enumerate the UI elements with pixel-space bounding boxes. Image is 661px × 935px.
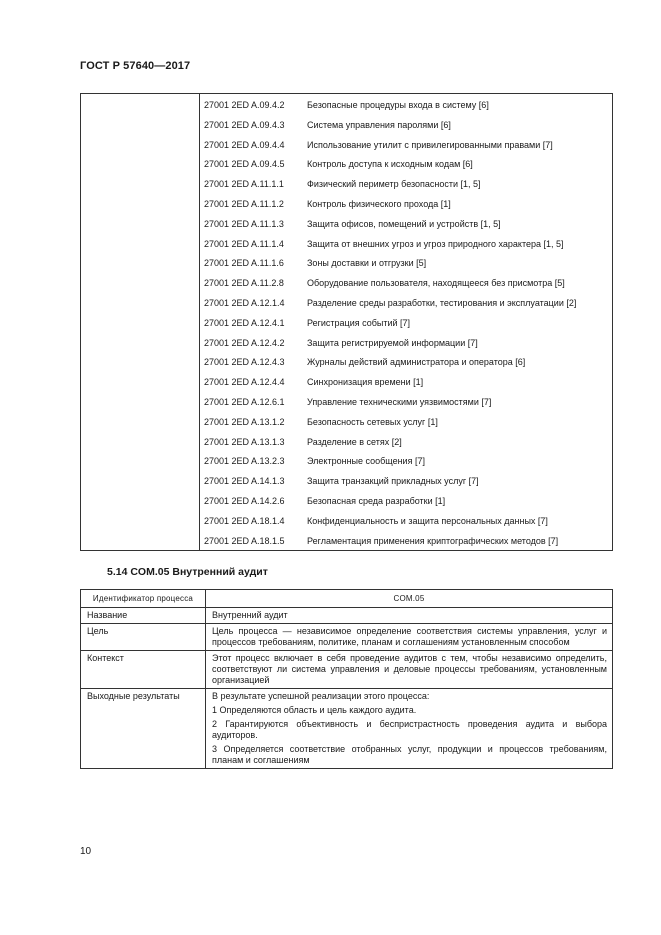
reference-id: 27001 2ED A.11.1.3 bbox=[204, 218, 284, 229]
reference-id: 27001 2ED A.09.4.5 bbox=[204, 159, 285, 170]
reference-title: Зоны доставки и отгрузки [5] bbox=[307, 258, 427, 269]
process-id-value: COM.05 bbox=[206, 590, 613, 608]
reference-title: Регистрация событий [7] bbox=[307, 317, 411, 328]
reference-id: 27001 2ED A.14.1.3 bbox=[204, 476, 285, 487]
outputs-label: Выходные результаты bbox=[81, 689, 206, 769]
reference-id: 27001 2ED A.13.1.2 bbox=[204, 416, 285, 427]
reference-id: 27001 2ED A.11.2.8 bbox=[204, 278, 284, 289]
reference-title: Безопасность сетевых услуг [1] bbox=[307, 416, 438, 427]
goal-value: Цель процесса — независимое определение соответствия системы управления, услуг и процессов требованиям, политике, планам и соглашениям установленным способом bbox=[206, 624, 613, 651]
reference-title: Защита транзакций прикладных услуг [7] bbox=[307, 476, 479, 487]
reference-title: Конфиденциальность и защита персональных данных [7] bbox=[307, 515, 548, 526]
reference-id: 27001 2ED A.12.4.4 bbox=[204, 377, 285, 388]
reference-title: Управление техническими уязвимостями [7] bbox=[307, 397, 492, 407]
reference-title: Физический периметр безопасности [1, 5] bbox=[307, 179, 481, 190]
goal-label: Цель bbox=[81, 624, 206, 651]
reference-title: Разделение среды разработки, тестирования и эксплуатации [2] bbox=[307, 298, 577, 308]
reference-title: Использование утилит с привилегированными правами [7] bbox=[307, 139, 553, 150]
reference-id: 27001 2ED A.18.1.5 bbox=[204, 535, 285, 546]
reference-id: 27001 2ED A.11.1.1 bbox=[204, 179, 284, 190]
reference-title: Оборудование пользователя, находящееся без присмотра [5] bbox=[307, 278, 565, 289]
process-name-row bbox=[81, 608, 613, 624]
reference-title: Электронные сообщения [7] bbox=[307, 456, 425, 467]
reference-title: Журналы действий администратора и оператора [6] bbox=[307, 357, 526, 368]
reference-id: 27001 2ED A.18.1.4 bbox=[204, 515, 285, 526]
reference-title: Защита офисов, помещений и устройств [1, 5] bbox=[307, 218, 501, 229]
process-goal-row bbox=[81, 624, 613, 651]
reference-title: Контроль физического прохода [1] bbox=[307, 199, 451, 209]
document-header: ГОСТ Р 57640—2017 bbox=[80, 60, 191, 72]
name-label: Название bbox=[81, 608, 206, 624]
reference-id: 27001 2ED A.12.1.4 bbox=[204, 298, 285, 308]
name-value: Внутренний аудит bbox=[206, 608, 613, 624]
reference-id: 27001 2ED A.11.1.4 bbox=[204, 238, 284, 249]
process-context-row bbox=[81, 651, 613, 689]
references-table-divider bbox=[199, 93, 200, 551]
page-number: 10 bbox=[80, 846, 92, 857]
reference-id: 27001 2ED A.12.4.2 bbox=[204, 337, 285, 348]
reference-title: Система управления паролями [6] bbox=[307, 119, 451, 130]
reference-title: Регламентация применения криптографических методов [7] bbox=[307, 535, 559, 546]
context-value: Этот процесс включает в себя проведение аудитов с тем, чтобы независимо определить, соответствуют ли система управления и деловые процессы требованиям, установленным организацией bbox=[206, 651, 613, 689]
context-label: Контекст bbox=[81, 651, 206, 689]
process-id-label: Идентификатор процесса bbox=[81, 590, 206, 608]
reference-id: 27001 2ED A.12.4.1 bbox=[204, 317, 285, 328]
outputs-intro: В результате успешной реализации этого процесса: bbox=[212, 691, 430, 701]
reference-title: Защита от внешних угроз и угроз природного характера [1, 5] bbox=[307, 238, 564, 249]
section-title: 5.14 COM.05 Внутренний аудит bbox=[107, 566, 268, 578]
reference-id: 27001 2ED A.09.4.2 bbox=[204, 100, 285, 110]
reference-title: Безопасные процедуры входа в систему [6] bbox=[307, 100, 489, 110]
reference-id: 27001 2ED A.11.1.2 bbox=[204, 199, 284, 209]
reference-id: 27001 2ED A.13.1.3 bbox=[204, 436, 285, 447]
reference-title: Синхронизация времени [1] bbox=[307, 377, 424, 388]
process-outputs-row bbox=[81, 689, 613, 769]
process-table bbox=[80, 589, 613, 769]
reference-title: Контроль доступа к исходным кодам [6] bbox=[307, 159, 473, 170]
reference-id: 27001 2ED A.09.4.3 bbox=[204, 119, 285, 130]
process-id-row bbox=[81, 590, 613, 608]
reference-id: 27001 2ED A.09.4.4 bbox=[204, 139, 285, 150]
reference-id: 27001 2ED A.12.4.3 bbox=[204, 357, 285, 368]
reference-title: Защита регистрируемой информации [7] bbox=[307, 337, 478, 348]
outputs-item: 3 Определяется соответствие отобранных услуг, продукции и процессов требованиям, планам и соглашениям bbox=[212, 744, 607, 765]
outputs-item: 2 Гарантируются объективность и беспристрастность проведения аудита и выбора аудиторов. bbox=[212, 719, 607, 740]
outputs-value bbox=[206, 689, 613, 769]
reference-title: Разделение в сетях [2] bbox=[307, 436, 402, 447]
reference-id: 27001 2ED A.12.6.1 bbox=[204, 397, 285, 407]
reference-title: Безопасная среда разработки [1] bbox=[307, 496, 446, 506]
reference-id: 27001 2ED A.14.2.6 bbox=[204, 496, 285, 506]
reference-id: 27001 2ED A.11.1.6 bbox=[204, 258, 284, 269]
outputs-item: 1 Определяются область и цель каждого аудита. bbox=[212, 705, 417, 715]
reference-id: 27001 2ED A.13.2.3 bbox=[204, 456, 285, 467]
